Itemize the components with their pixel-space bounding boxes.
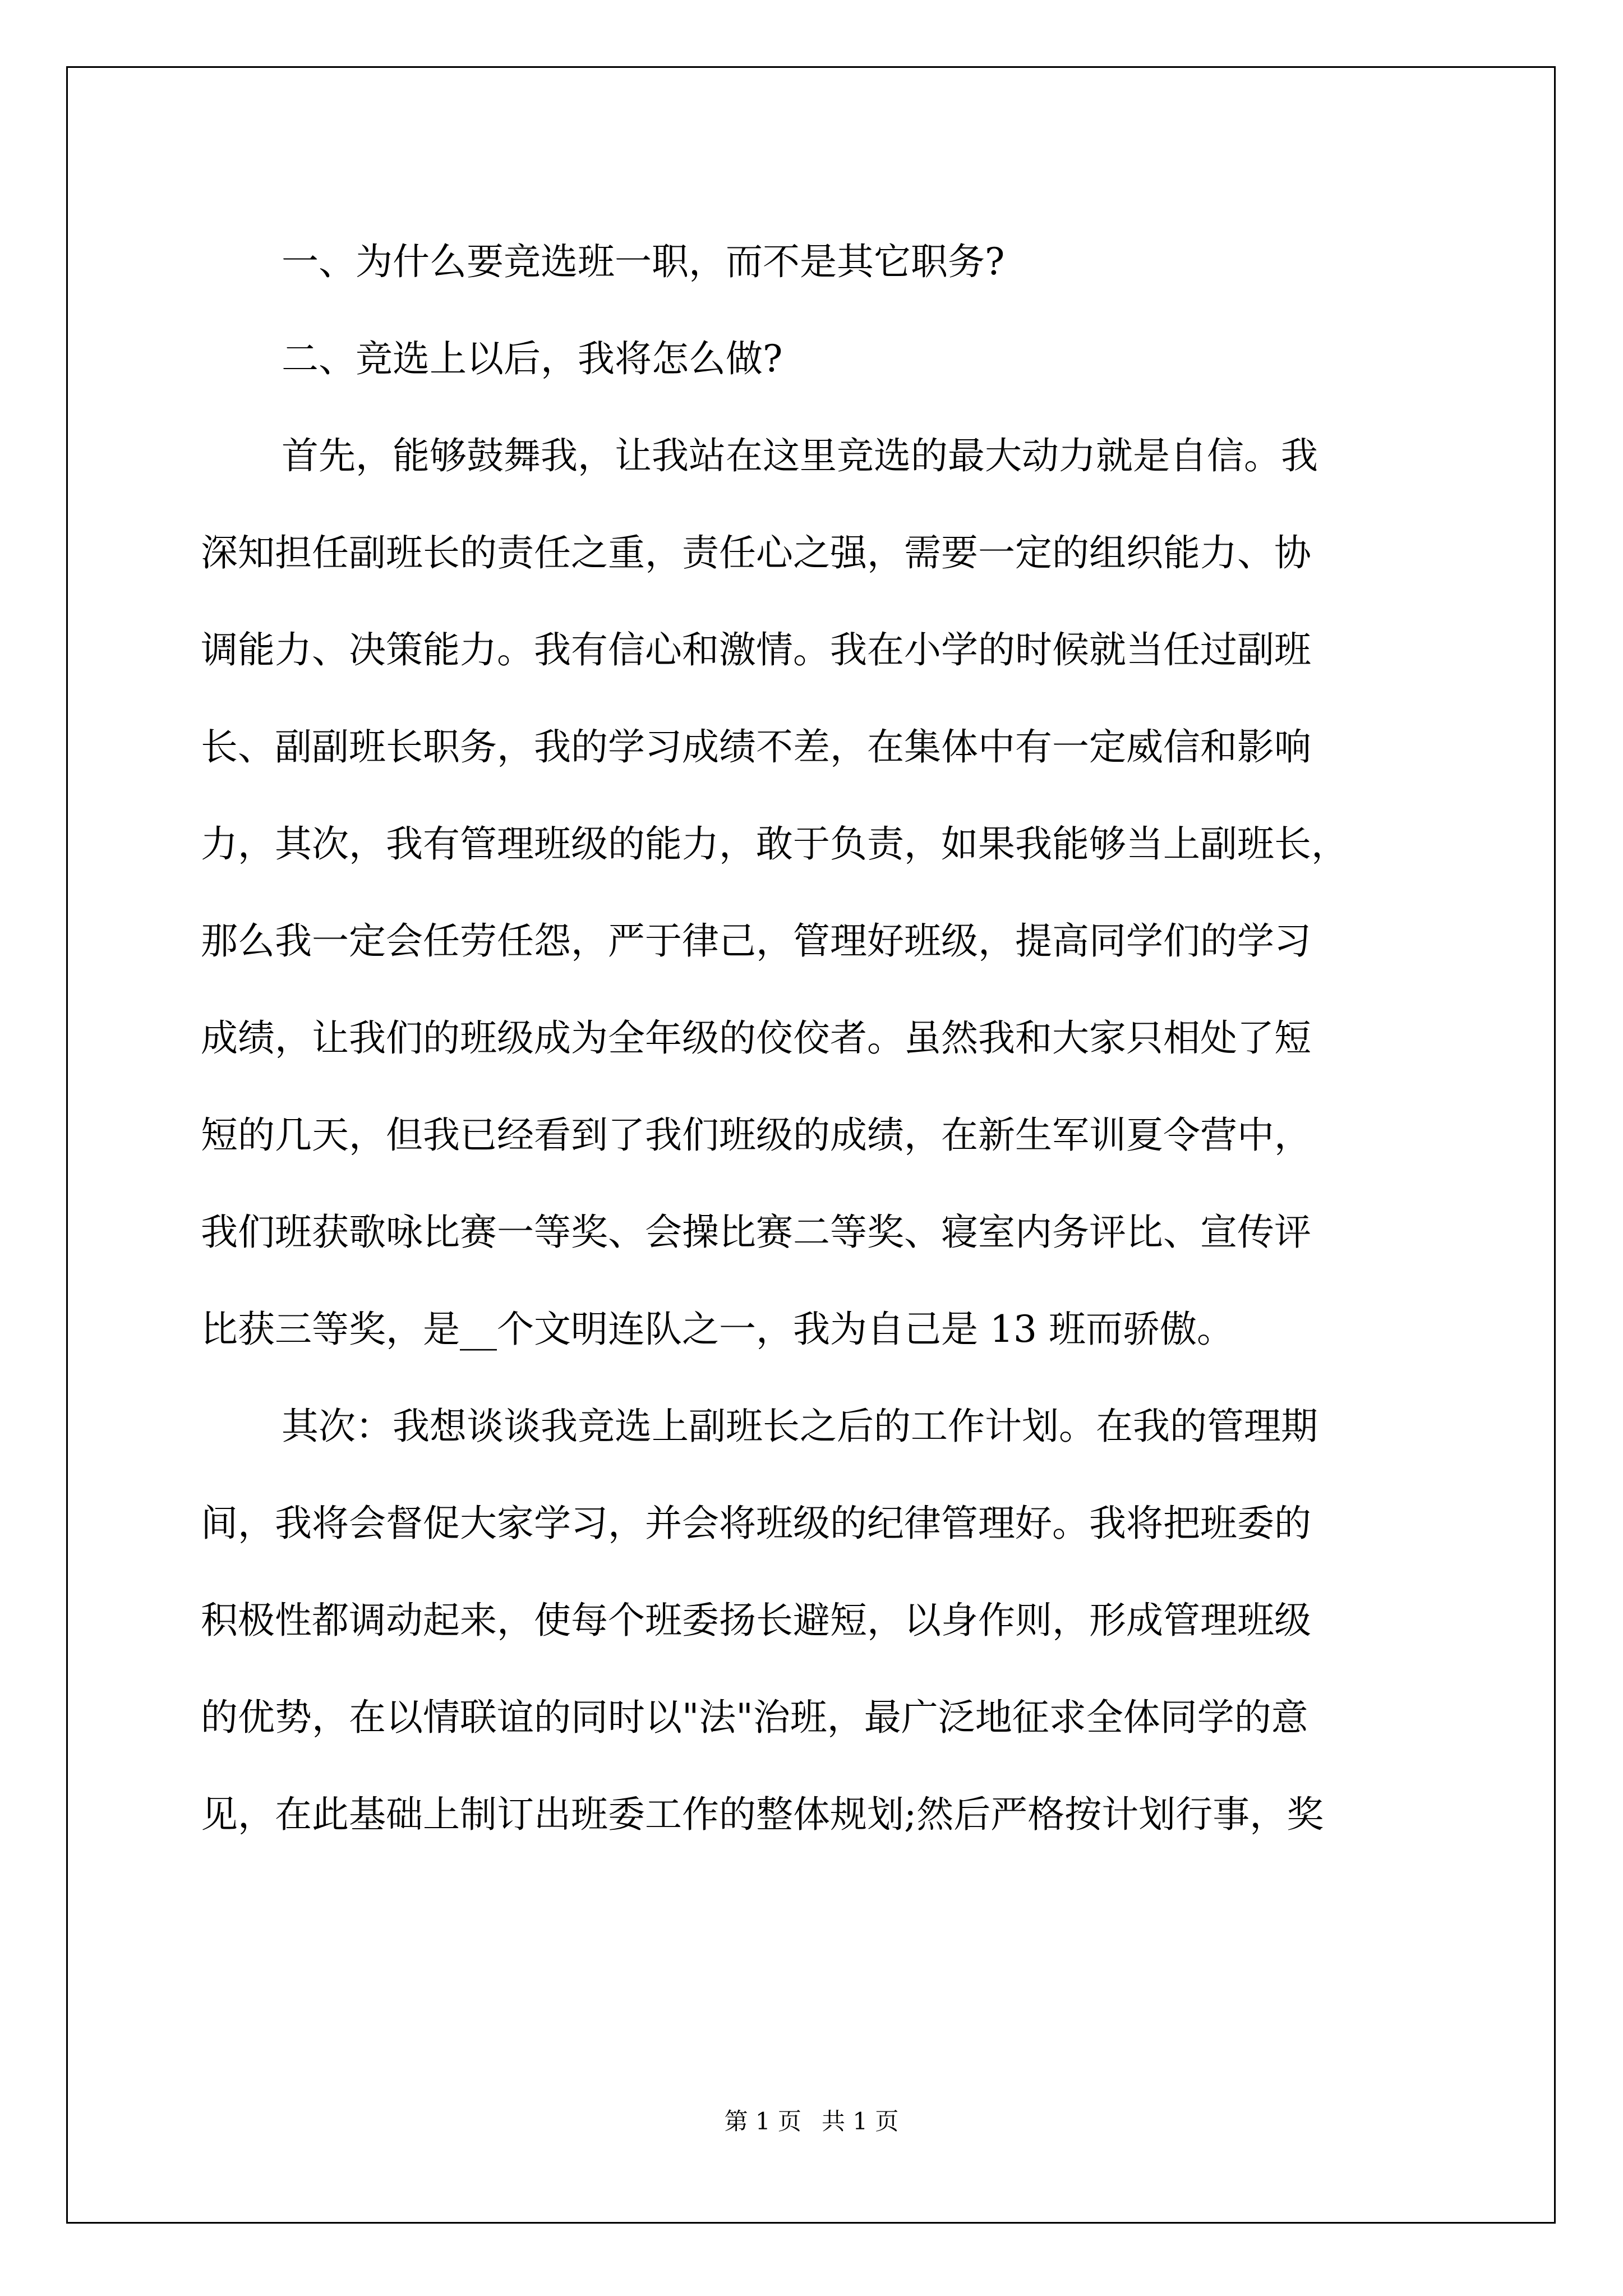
text-line: 长、副副班长职务，我的学习成绩不差，在集体中有一定威信和影响 (201, 725, 1311, 769)
text-line: 二、竞选上以后，我将怎么做? (282, 337, 783, 380)
text-line: 一、为什么要竞选班一职，而不是其它职务? (282, 240, 1005, 283)
text-line: 积极性都调动起来，使每个班委扬长避短，以身作则，形成管理班级 (201, 1599, 1311, 1642)
text-line: 其次：我想谈谈我竞选上副班长之后的工作计划。在我的管理期 (282, 1405, 1318, 1448)
page-footer (0, 2105, 1623, 2138)
document-body (201, 213, 1423, 1863)
text-line: 短的几天，但我已经看到了我们班级的成绩，在新生军训夏令营中， (201, 1114, 1311, 1157)
text-line: 首先，能够鼓舞我，让我站在这里竞选的最大动力就是自信。我 (282, 434, 1318, 477)
text-line: 的优势，在以情联谊的同时以"法"治班，最广泛地征求全体同学的意 (201, 1696, 1308, 1739)
text-line: 调能力、决策能力。我有信心和激情。我在小学的时候就当任过副班 (201, 628, 1311, 671)
page-total: 共 1 页 (822, 2108, 899, 2135)
text-line: 成绩，让我们的班级成为全年级的佼佼者。虽然我和大家只相处了短 (201, 1016, 1311, 1060)
page-number: 第 1 页 (724, 2108, 801, 2135)
text-line: 间，我将会督促大家学习，并会将班级的纪律管理好。我将把班委的 (201, 1502, 1311, 1545)
text-line: 我们班获歌咏比赛一等奖、会操比赛二等奖、寝室内务评比、宣传评 (201, 1211, 1311, 1254)
text-line: 那么我一定会任劳任怨，严于律己，管理好班级，提高同学们的学习 (201, 919, 1311, 963)
text-line: 见，在此基础上制订出班委工作的整体规划;然后严格按计划行事，奖 (201, 1793, 1324, 1836)
text-line: 比获三等奖，是__个文明连队之一，我为自己是 13 班而骄傲。 (201, 1308, 1234, 1351)
text-line: 力，其次，我有管理班级的能力，敢于负责，如果我能够当上副班长， (201, 822, 1348, 866)
text-line: 深知担任副班长的责任之重，责任心之强，需要一定的组织能力、协 (201, 531, 1311, 574)
